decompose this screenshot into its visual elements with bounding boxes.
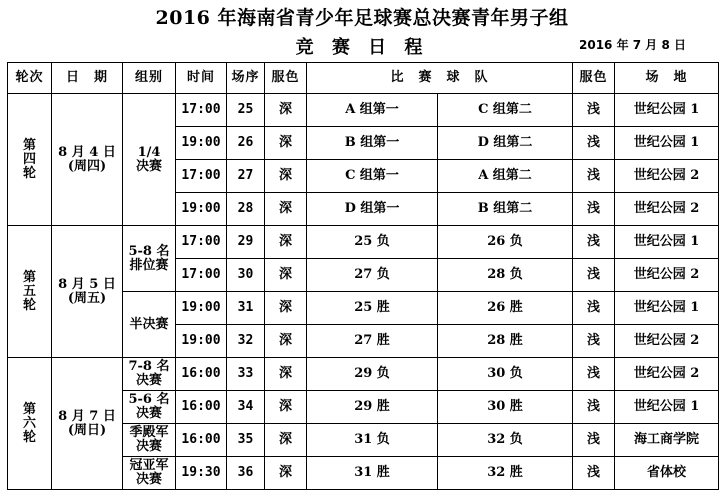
table-row <box>8 94 719 127</box>
venue-cell: 世纪公园 2 <box>615 259 719 292</box>
time-cell: 19:00 <box>176 193 227 226</box>
time-cell: 17:00 <box>176 94 227 127</box>
group-cell: 冠亚军 决赛 <box>123 457 176 490</box>
home-team-cell: 25 负 <box>307 226 438 259</box>
time-cell: 17:00 <box>176 226 227 259</box>
match-no-cell: 35 <box>227 424 265 457</box>
group-cell: 半决赛 <box>123 292 176 358</box>
away-team-cell: 28 负 <box>438 259 573 292</box>
home-color-cell: 深 <box>265 259 307 292</box>
match-no-cell: 26 <box>227 127 265 160</box>
home-color-cell: 深 <box>265 226 307 259</box>
away-team-cell: 32 负 <box>438 424 573 457</box>
home-team-cell: 25 胜 <box>307 292 438 325</box>
group-cell: 5-8 名 排位赛 <box>123 226 176 292</box>
table-row <box>8 226 719 259</box>
header-match-no: 场序 <box>227 63 265 94</box>
schedule-subtitle: 竞 赛 日 程 <box>295 37 429 58</box>
header-color-home: 服色 <box>265 63 307 94</box>
away-color-cell: 浅 <box>573 424 615 457</box>
header-round: 轮次 <box>8 63 52 94</box>
venue-cell: 世纪公园 1 <box>615 94 719 127</box>
match-no-cell: 28 <box>227 193 265 226</box>
group-cell: 1/4 决赛 <box>123 94 176 226</box>
home-color-cell: 深 <box>265 160 307 193</box>
time-cell: 19:00 <box>176 325 227 358</box>
group-cell: 7-8 名 决赛 <box>123 358 176 391</box>
away-color-cell: 浅 <box>573 94 615 127</box>
away-team-cell: A 组第二 <box>438 160 573 193</box>
venue-cell: 世纪公园 1 <box>615 127 719 160</box>
time-cell: 16:00 <box>176 391 227 424</box>
header-color-away: 服色 <box>573 63 615 94</box>
away-team-cell: 32 胜 <box>438 457 573 490</box>
match-no-cell: 32 <box>227 325 265 358</box>
match-no-cell: 25 <box>227 94 265 127</box>
group-cell: 季殿军 决赛 <box>123 424 176 457</box>
match-no-cell: 34 <box>227 391 265 424</box>
venue-cell: 世纪公园 2 <box>615 325 719 358</box>
home-team-cell: 27 胜 <box>307 325 438 358</box>
header-teams: 比 赛 球 队 <box>307 63 573 94</box>
away-team-cell: 30 胜 <box>438 391 573 424</box>
away-color-cell: 浅 <box>573 325 615 358</box>
venue-cell: 省体校 <box>615 457 719 490</box>
match-no-cell: 27 <box>227 160 265 193</box>
header-time: 时间 <box>176 63 227 94</box>
home-team-cell: A 组第一 <box>307 94 438 127</box>
away-color-cell: 浅 <box>573 127 615 160</box>
away-team-cell: D 组第二 <box>438 127 573 160</box>
table-row <box>8 358 719 391</box>
home-color-cell: 深 <box>265 325 307 358</box>
document-date: 2016 年 7 月 8 日 <box>579 38 686 52</box>
away-color-cell: 浅 <box>573 226 615 259</box>
away-color-cell: 浅 <box>573 193 615 226</box>
page-title: 2016 年海南省青少年足球赛总决赛青年男子组 <box>155 7 569 29</box>
home-color-cell: 深 <box>265 193 307 226</box>
group-cell: 5-6 名 决赛 <box>123 391 176 424</box>
away-color-cell: 浅 <box>573 292 615 325</box>
match-no-cell: 30 <box>227 259 265 292</box>
away-team-cell: 30 负 <box>438 358 573 391</box>
schedule-table <box>7 62 719 490</box>
away-team-cell: 26 负 <box>438 226 573 259</box>
away-team-cell: B 组第二 <box>438 193 573 226</box>
home-team-cell: 31 胜 <box>307 457 438 490</box>
home-color-cell: 深 <box>265 127 307 160</box>
match-no-cell: 29 <box>227 226 265 259</box>
header-venue: 场 地 <box>615 63 719 94</box>
match-no-cell: 36 <box>227 457 265 490</box>
home-color-cell: 深 <box>265 391 307 424</box>
venue-cell: 世纪公园 2 <box>615 358 719 391</box>
away-color-cell: 浅 <box>573 160 615 193</box>
away-team-cell: C 组第二 <box>438 94 573 127</box>
home-team-cell: 29 胜 <box>307 391 438 424</box>
time-cell: 19:00 <box>176 127 227 160</box>
venue-cell: 世纪公园 1 <box>615 292 719 325</box>
venue-cell: 世纪公园 2 <box>615 160 719 193</box>
time-cell: 16:00 <box>176 358 227 391</box>
home-color-cell: 深 <box>265 358 307 391</box>
home-color-cell: 深 <box>265 424 307 457</box>
home-team-cell: 29 负 <box>307 358 438 391</box>
venue-cell: 海工商学院 <box>615 424 719 457</box>
match-no-cell: 31 <box>227 292 265 325</box>
away-color-cell: 浅 <box>573 391 615 424</box>
home-team-cell: B 组第一 <box>307 127 438 160</box>
home-team-cell: 27 负 <box>307 259 438 292</box>
home-color-cell: 深 <box>265 94 307 127</box>
header-group: 组别 <box>123 63 176 94</box>
match-no-cell: 33 <box>227 358 265 391</box>
date-cell: 8 月 4 日 (周四) <box>52 94 123 226</box>
away-color-cell: 浅 <box>573 358 615 391</box>
date-cell: 8 月 7 日 (周日) <box>52 358 123 490</box>
time-cell: 19:00 <box>176 292 227 325</box>
away-color-cell: 浅 <box>573 457 615 490</box>
away-color-cell: 浅 <box>573 259 615 292</box>
venue-cell: 世纪公园 1 <box>615 226 719 259</box>
home-color-cell: 深 <box>265 292 307 325</box>
time-cell: 19:30 <box>176 457 227 490</box>
home-team-cell: D 组第一 <box>307 193 438 226</box>
home-color-cell: 深 <box>265 457 307 490</box>
home-team-cell: 31 负 <box>307 424 438 457</box>
home-team-cell: C 组第一 <box>307 160 438 193</box>
header-date: 日 期 <box>52 63 123 94</box>
round-cell: 第 六 轮 <box>8 358 52 490</box>
away-team-cell: 26 胜 <box>438 292 573 325</box>
table-header-row <box>8 63 719 94</box>
venue-cell: 世纪公园 2 <box>615 193 719 226</box>
time-cell: 17:00 <box>176 160 227 193</box>
round-cell: 第 五 轮 <box>8 226 52 358</box>
date-cell: 8 月 5 日 (周五) <box>52 226 123 358</box>
round-cell: 第 四 轮 <box>8 94 52 226</box>
time-cell: 16:00 <box>176 424 227 457</box>
venue-cell: 世纪公园 1 <box>615 391 719 424</box>
time-cell: 17:00 <box>176 259 227 292</box>
away-team-cell: 28 胜 <box>438 325 573 358</box>
